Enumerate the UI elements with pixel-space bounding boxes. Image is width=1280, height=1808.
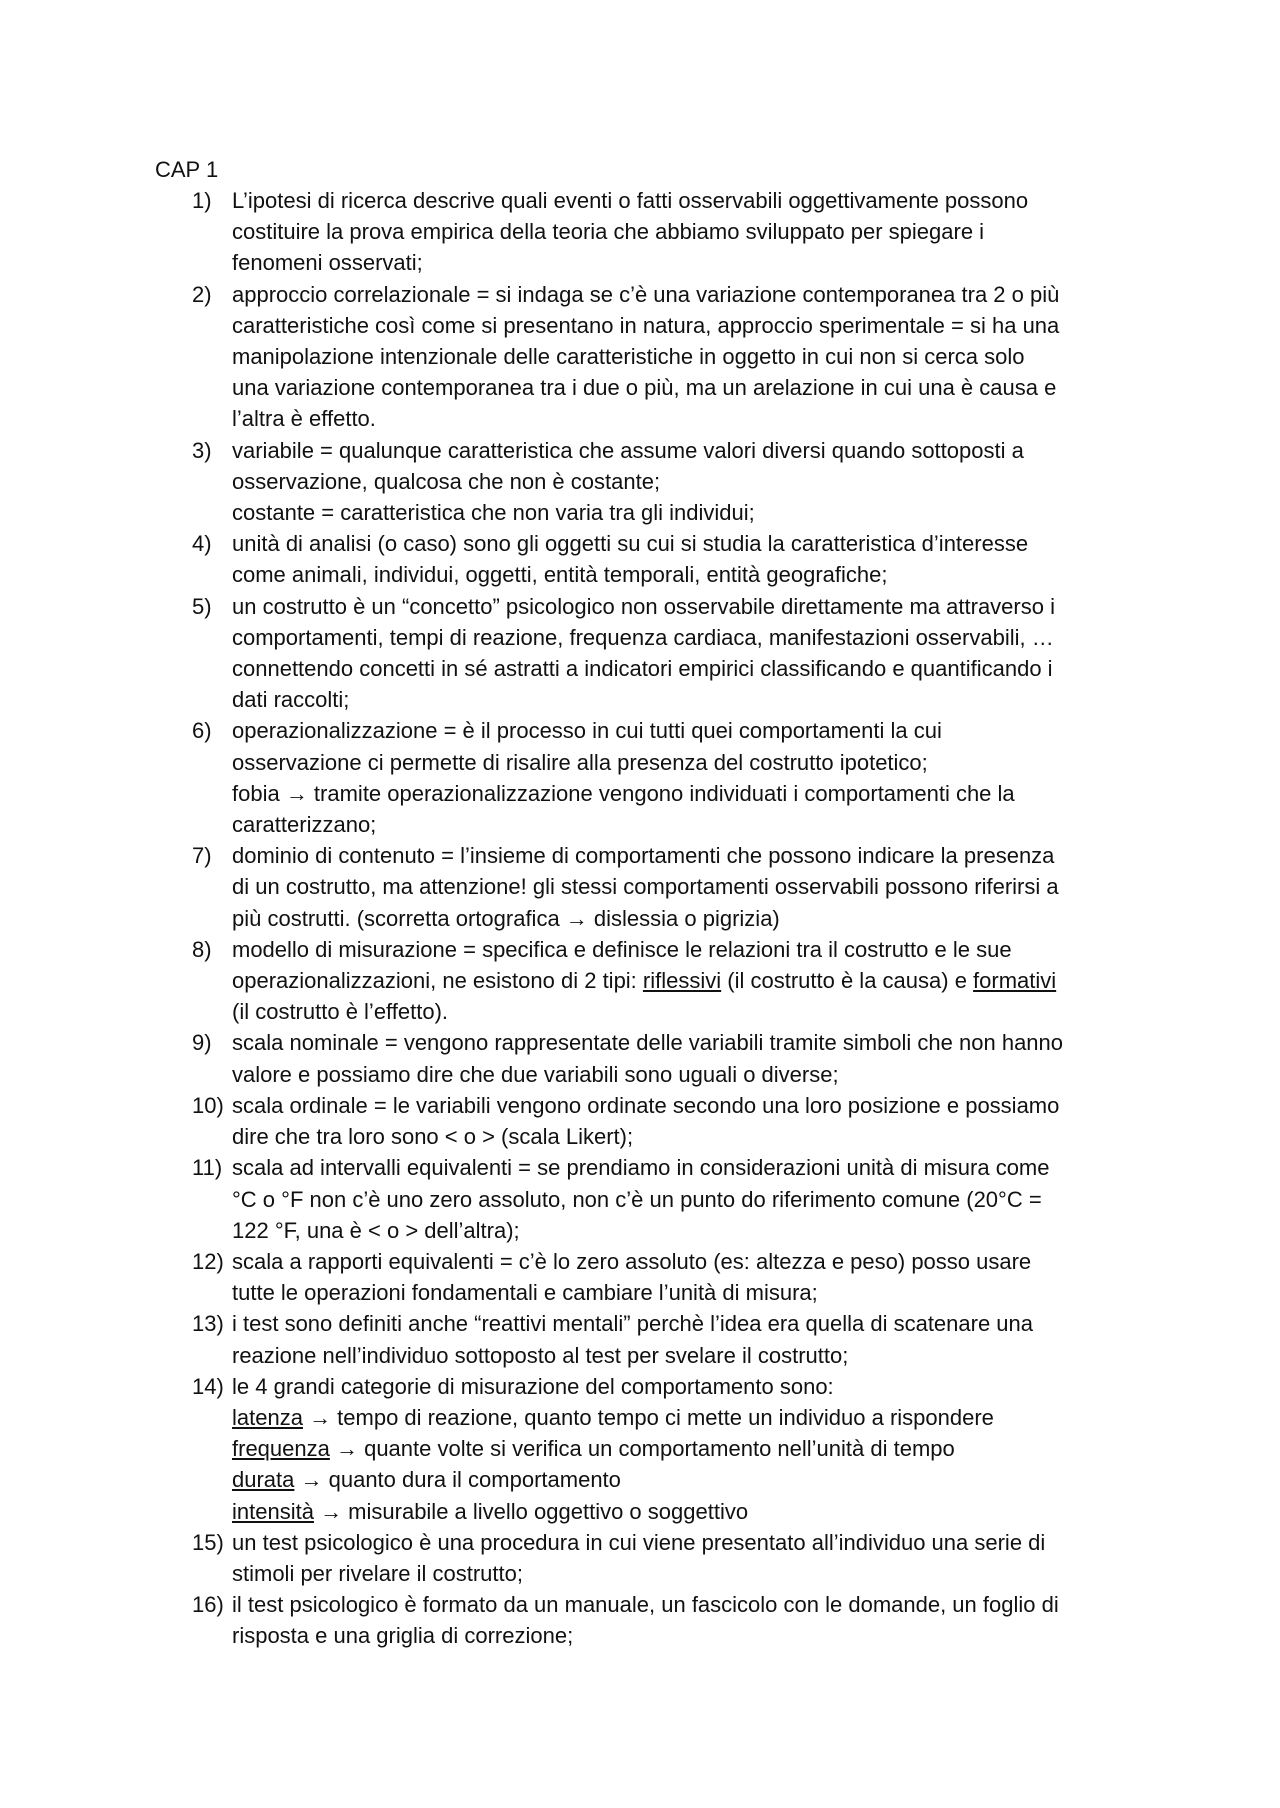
item-line: un costrutto è un “concetto” psicologico non osservabile direttamente ma attraverso i: [232, 593, 1055, 619]
category-desc: → misurabile a livello oggettivo o soggettivo: [313, 1498, 749, 1524]
item-line: L’ipotesi di ricerca descrive quali eventi o fatti osservabili oggettivamente possono: [232, 188, 1029, 213]
item-line: stimoli per rivelare il costrutto;: [232, 1560, 523, 1586]
item-line: osservazione ci permette di risalire alla presenza del costrutto ipotetico;: [232, 749, 928, 775]
category-term: latenza: [232, 1404, 303, 1430]
item-line: osservazione, qualcosa che non è costante;: [232, 468, 661, 494]
item-line: costituire la prova empirica della teoria che abbiamo sviluppato per spiegare i: [232, 219, 985, 245]
item-line: reazione nell’individuo sottoposto al test per svelare il costrutto;: [232, 1342, 849, 1368]
item-line: fenomeni osservati;: [232, 250, 423, 276]
item-line: un test psicologico è una procedura in cui viene presentato all’individuo una serie di: [232, 1529, 1046, 1555]
item-line: risposta e una griglia di correzione;: [232, 1623, 574, 1649]
category-term: durata: [232, 1467, 295, 1493]
item-number: 9): [192, 1030, 212, 1056]
item-line: scala ordinale = le variabili vengono ordinate secondo una loro posizione e possiamo: [232, 1092, 1060, 1118]
category-line: [232, 1464, 1132, 1495]
item-number: 16): [192, 1592, 224, 1618]
list-item: [0, 1371, 1132, 1527]
item-line: dire che tra loro sono < o > (scala Likert);: [232, 1124, 634, 1150]
item-number: 4): [192, 531, 212, 557]
item-line: °C o °F non c’è uno zero assoluto, non c’è un punto do riferimento comune (20°C =: [232, 1186, 1042, 1212]
item-line: una variazione contemporanea tra i due o più, ma un arelazione in cui una è causa e: [232, 375, 1057, 401]
item-line: l’altra è effetto.: [232, 406, 376, 432]
item-line: (il costrutto è l’effetto).: [232, 999, 449, 1025]
item-number: 14): [192, 1373, 224, 1399]
list-item: [0, 1152, 1132, 1246]
item-number: 3): [192, 437, 212, 463]
item-line: valore e possiamo dire che due variabili sono uguali o diverse;: [232, 1061, 839, 1087]
item-number: 10): [192, 1092, 224, 1118]
item-line: manipolazione intenzionale delle caratteristiche in oggetto in cui non si cerca solo: [232, 344, 1025, 370]
item-line: scala a rapporti equivalenti = c’è lo zero assoluto (es: altezza e peso) posso usare: [232, 1248, 1032, 1274]
item-line: caratteristiche così come si presentano in natura, approccio sperimentale = si ha una: [232, 312, 1060, 338]
item-line: 122 °F, una è < o > dell’altra);: [232, 1217, 520, 1243]
item-text: operazionalizzazioni, ne esistono di 2 tipi:: [232, 968, 643, 994]
category-term: frequenza: [232, 1436, 330, 1462]
item-line: il test psicologico è formato da un manuale, un fascicolo con le domande, un foglio di: [232, 1592, 1059, 1618]
notes-list: [0, 185, 1280, 1652]
item-line: unità di analisi (o caso) sono gli oggetti su cui si studia la caratteristica d’interesse: [232, 531, 1029, 557]
list-item: [0, 1027, 1132, 1089]
list-item: [0, 840, 1132, 934]
item-line: modello di misurazione = specifica e definisce le relazioni tra il costrutto e le sue: [232, 936, 1012, 962]
item-line: di un costrutto, ma attenzione! gli stessi comportamenti osservabili possono riferirsi a: [232, 874, 1059, 900]
item-line: costante = caratteristica che non varia tra gli individui;: [232, 500, 755, 526]
item-number: 1): [192, 188, 212, 213]
item-number: 7): [192, 843, 212, 869]
list-item: [0, 934, 1132, 1028]
item-line: dominio di contenuto = l’insieme di comportamenti che possono indicare la presenza: [232, 843, 1055, 869]
item-line: variabile = qualunque caratteristica che assume valori diversi quando sottoposti a: [232, 437, 1024, 463]
list-item: [0, 1246, 1132, 1308]
item-number: 8): [192, 936, 212, 962]
item-number: 12): [192, 1248, 224, 1274]
item-line: connettendo concetti in sé astratti a indicatori empirici classificando e quantificando i: [232, 656, 1053, 682]
item-line: come animali, individui, oggetti, entità temporali, entità geografiche;: [232, 562, 888, 588]
category-desc: → quante volte si verifica un comportamento nell’unità di tempo: [329, 1436, 955, 1462]
list-item: [0, 185, 1132, 279]
item-line: fobia → tramite operazionalizzazione vengono individuati i comportamenti che la: [232, 780, 1015, 806]
list-item: [0, 1527, 1132, 1589]
list-item: [0, 279, 1132, 435]
list-item: [0, 591, 1132, 716]
item-line: le 4 grandi categorie di misurazione del comportamento sono:: [232, 1373, 834, 1399]
item-line: operazionalizzazione = è il processo in cui tutti quei comportamenti la cui: [232, 718, 942, 744]
category-line: [232, 1433, 1132, 1464]
category-term: intensità: [232, 1498, 314, 1524]
item-number: 5): [192, 593, 212, 619]
item-number: 2): [192, 281, 212, 307]
category-desc: → tempo di reazione, quanto tempo ci mette un individuo a rispondere: [302, 1404, 994, 1430]
list-item: [0, 1589, 1132, 1651]
underlined-term: riflessivi: [642, 968, 722, 994]
item-line: scala nominale = vengono rappresentate delle variabili tramite simboli che non hanno: [232, 1030, 1064, 1056]
item-line: approccio correlazionale = si indaga se c’è una variazione contemporanea tra 2 o più: [232, 281, 1060, 307]
item-line: [232, 965, 1132, 996]
category-line: [232, 1496, 1132, 1527]
underlined-term: formativi: [973, 968, 1057, 994]
list-item: [0, 715, 1132, 840]
list-item: [0, 1308, 1132, 1370]
item-line: scala ad intervalli equivalenti = se prendiamo in considerazioni unità di misura come: [232, 1155, 1050, 1181]
item-line: più costrutti. (scorretta ortografica → dislessia o pigrizia): [232, 905, 780, 931]
chapter-title: CAP 1: [155, 157, 219, 182]
category-desc: → quanto dura il comportamento: [294, 1467, 621, 1493]
category-line: [232, 1402, 1132, 1433]
item-number: 11): [192, 1155, 223, 1181]
list-item: [0, 435, 1132, 529]
item-line: comportamenti, tempi di reazione, frequenza cardiaca, manifestazioni osservabili, …: [232, 624, 1054, 650]
item-line: caratterizzano;: [232, 812, 377, 838]
item-text: (il costrutto è la causa) e: [721, 968, 974, 994]
list-item: [0, 528, 1132, 590]
item-line: tutte le operazioni fondamentali e cambiare l’unità di misura;: [232, 1280, 818, 1306]
list-item: [0, 1090, 1132, 1152]
item-number: 13): [192, 1311, 224, 1337]
item-number: 6): [192, 718, 212, 744]
item-number: 15): [192, 1529, 224, 1555]
item-line: dati raccolti;: [232, 687, 350, 713]
item-line: i test sono definiti anche “reattivi mentali” perchè l’idea era quella di scatenare una: [232, 1311, 1034, 1337]
